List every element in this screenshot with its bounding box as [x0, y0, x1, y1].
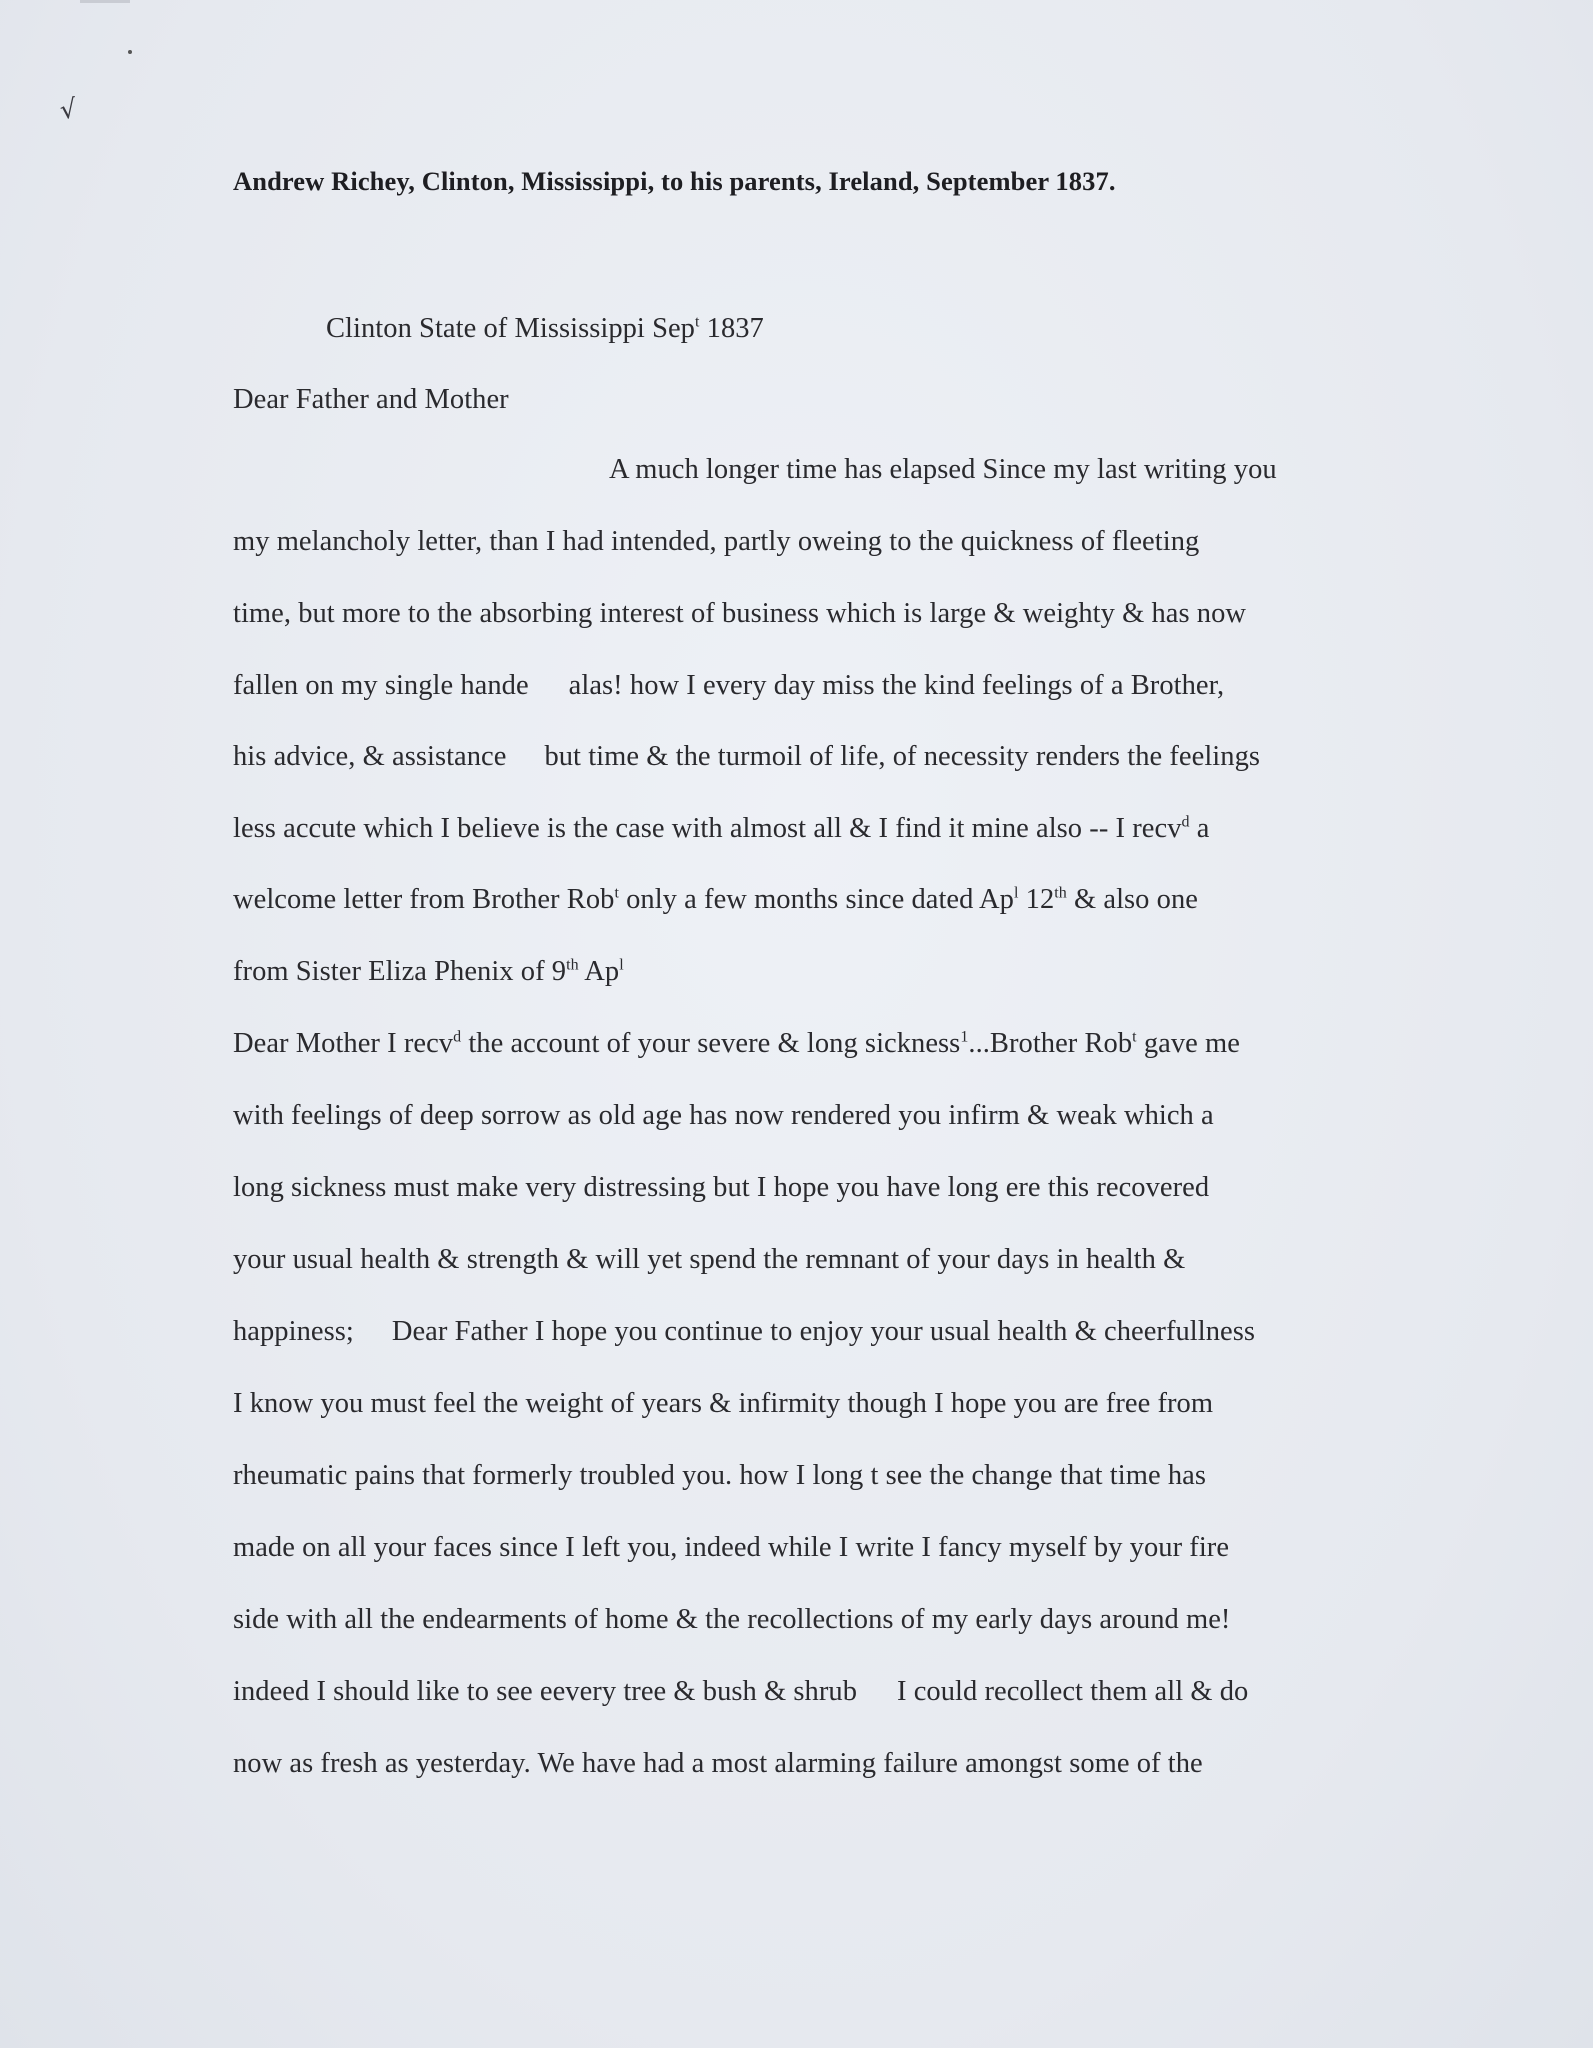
letter-line	[233, 1460, 1206, 1492]
superscript: d	[453, 1028, 462, 1046]
letter-line	[233, 1532, 1229, 1564]
superscript: th	[566, 956, 579, 974]
letter-line	[233, 1028, 1240, 1060]
text-segment: less accute which I believe is the case with almost all & I find it mine also -- I recv	[233, 813, 1182, 844]
document-title: Andrew Richey, Clinton, Mississippi, to his parents, Ireland, September 1837.	[233, 166, 1116, 196]
text-segment: alas! how I every day miss the kind feelings of a Brother,	[568, 670, 1225, 701]
text-segment: gave me	[1136, 1028, 1240, 1059]
check-mark-icon: √	[57, 93, 79, 127]
text-segment: side with all the endearments of home & the recollections of my early days around me!	[233, 1604, 1231, 1635]
text-segment: Dear Father and Mother	[233, 384, 509, 415]
superscript: th	[1054, 884, 1067, 902]
letter-line	[233, 1604, 1230, 1636]
text-segment: a	[1189, 813, 1210, 844]
superscript: t	[614, 884, 619, 902]
superscript: t	[694, 313, 700, 331]
letter-line	[233, 1100, 1214, 1132]
text-segment: I could recollect them all & do	[897, 1676, 1249, 1707]
text-segment: 12	[1018, 884, 1055, 915]
text-segment: Dear Mother I recv	[233, 1028, 454, 1059]
text-segment: 1837	[699, 313, 764, 344]
letter-line	[233, 956, 624, 988]
letter-line	[326, 313, 764, 345]
letter-line	[233, 1748, 1203, 1780]
letter-line	[233, 1388, 1213, 1420]
superscript: l	[619, 956, 624, 974]
text-segment: time, but more to the absorbing interest of business which is large & weighty & has now	[233, 598, 1247, 629]
text-segment: your usual health & strength & will yet spend the remnant of your days in health &	[233, 1244, 1186, 1275]
text-segment: welcome letter from Brother Rob	[233, 884, 615, 915]
letter-line	[233, 1244, 1185, 1276]
letter-line	[233, 884, 1198, 916]
text-segment: made on all your faces since I left you, indeed while I write I fancy myself by your fire	[233, 1532, 1230, 1563]
letter-line	[233, 526, 1199, 558]
text-segment: now as fresh as yesterday. We have had a most alarming failure amongst some of the	[233, 1748, 1203, 1779]
superscript: d	[1181, 813, 1190, 831]
text-segment: I know you must feel the weight of years & infirmity though I hope you are free from	[233, 1388, 1214, 1419]
text-segment: Clinton State of Mississippi Sep	[326, 313, 695, 344]
text-segment: ...Brother Rob	[968, 1028, 1133, 1059]
letter-line	[233, 1172, 1209, 1204]
letter-line	[233, 670, 1224, 702]
text-segment: from Sister Eliza Phenix of 9	[233, 956, 567, 987]
text-segment: his advice, & assistance	[233, 741, 507, 772]
text-segment: the account of your severe & long sickness	[461, 1028, 961, 1059]
scan-edge-mark	[80, 0, 130, 3]
text-segment: my melancholy letter, than I had intended, partly oweing to the quickness of fleeting	[233, 526, 1200, 557]
text-segment: but time & the turmoil of life, of necessity renders the feelings	[544, 741, 1261, 772]
letter-line	[233, 1676, 1248, 1708]
letter-line	[233, 813, 1209, 845]
letter-line	[233, 1316, 1255, 1348]
text-segment: long sickness must make very distressing but I hope you have long ere this recovered	[233, 1172, 1210, 1203]
superscript: t	[1132, 1028, 1137, 1046]
scan-dot	[128, 50, 132, 54]
text-segment: Ap	[578, 956, 620, 987]
text-segment: Dear Father I hope you continue to enjoy your usual health & cheerfullness	[391, 1316, 1256, 1347]
text-segment: rheumatic pains that formerly troubled you. how I long t see the change that time has	[233, 1460, 1206, 1491]
text-segment: with feelings of deep sorrow as old age has now rendered you infirm & weak which a	[233, 1100, 1214, 1131]
letter-line	[233, 384, 509, 416]
letter-line	[609, 454, 1277, 486]
text-segment: indeed I should like to see eevery tree & bush & shrub	[233, 1676, 857, 1707]
text-segment: happiness;	[233, 1316, 354, 1347]
letter-line	[233, 598, 1246, 630]
text-segment: & also one	[1066, 884, 1198, 915]
superscript: l	[1013, 884, 1019, 902]
superscript: 1	[960, 1028, 969, 1046]
text-segment: A much longer time has elapsed Since my last writing you	[609, 454, 1277, 485]
text-segment: fallen on my single hande	[233, 670, 529, 701]
text-segment: only a few months since dated Ap	[618, 884, 1014, 915]
letter-line	[233, 741, 1260, 773]
